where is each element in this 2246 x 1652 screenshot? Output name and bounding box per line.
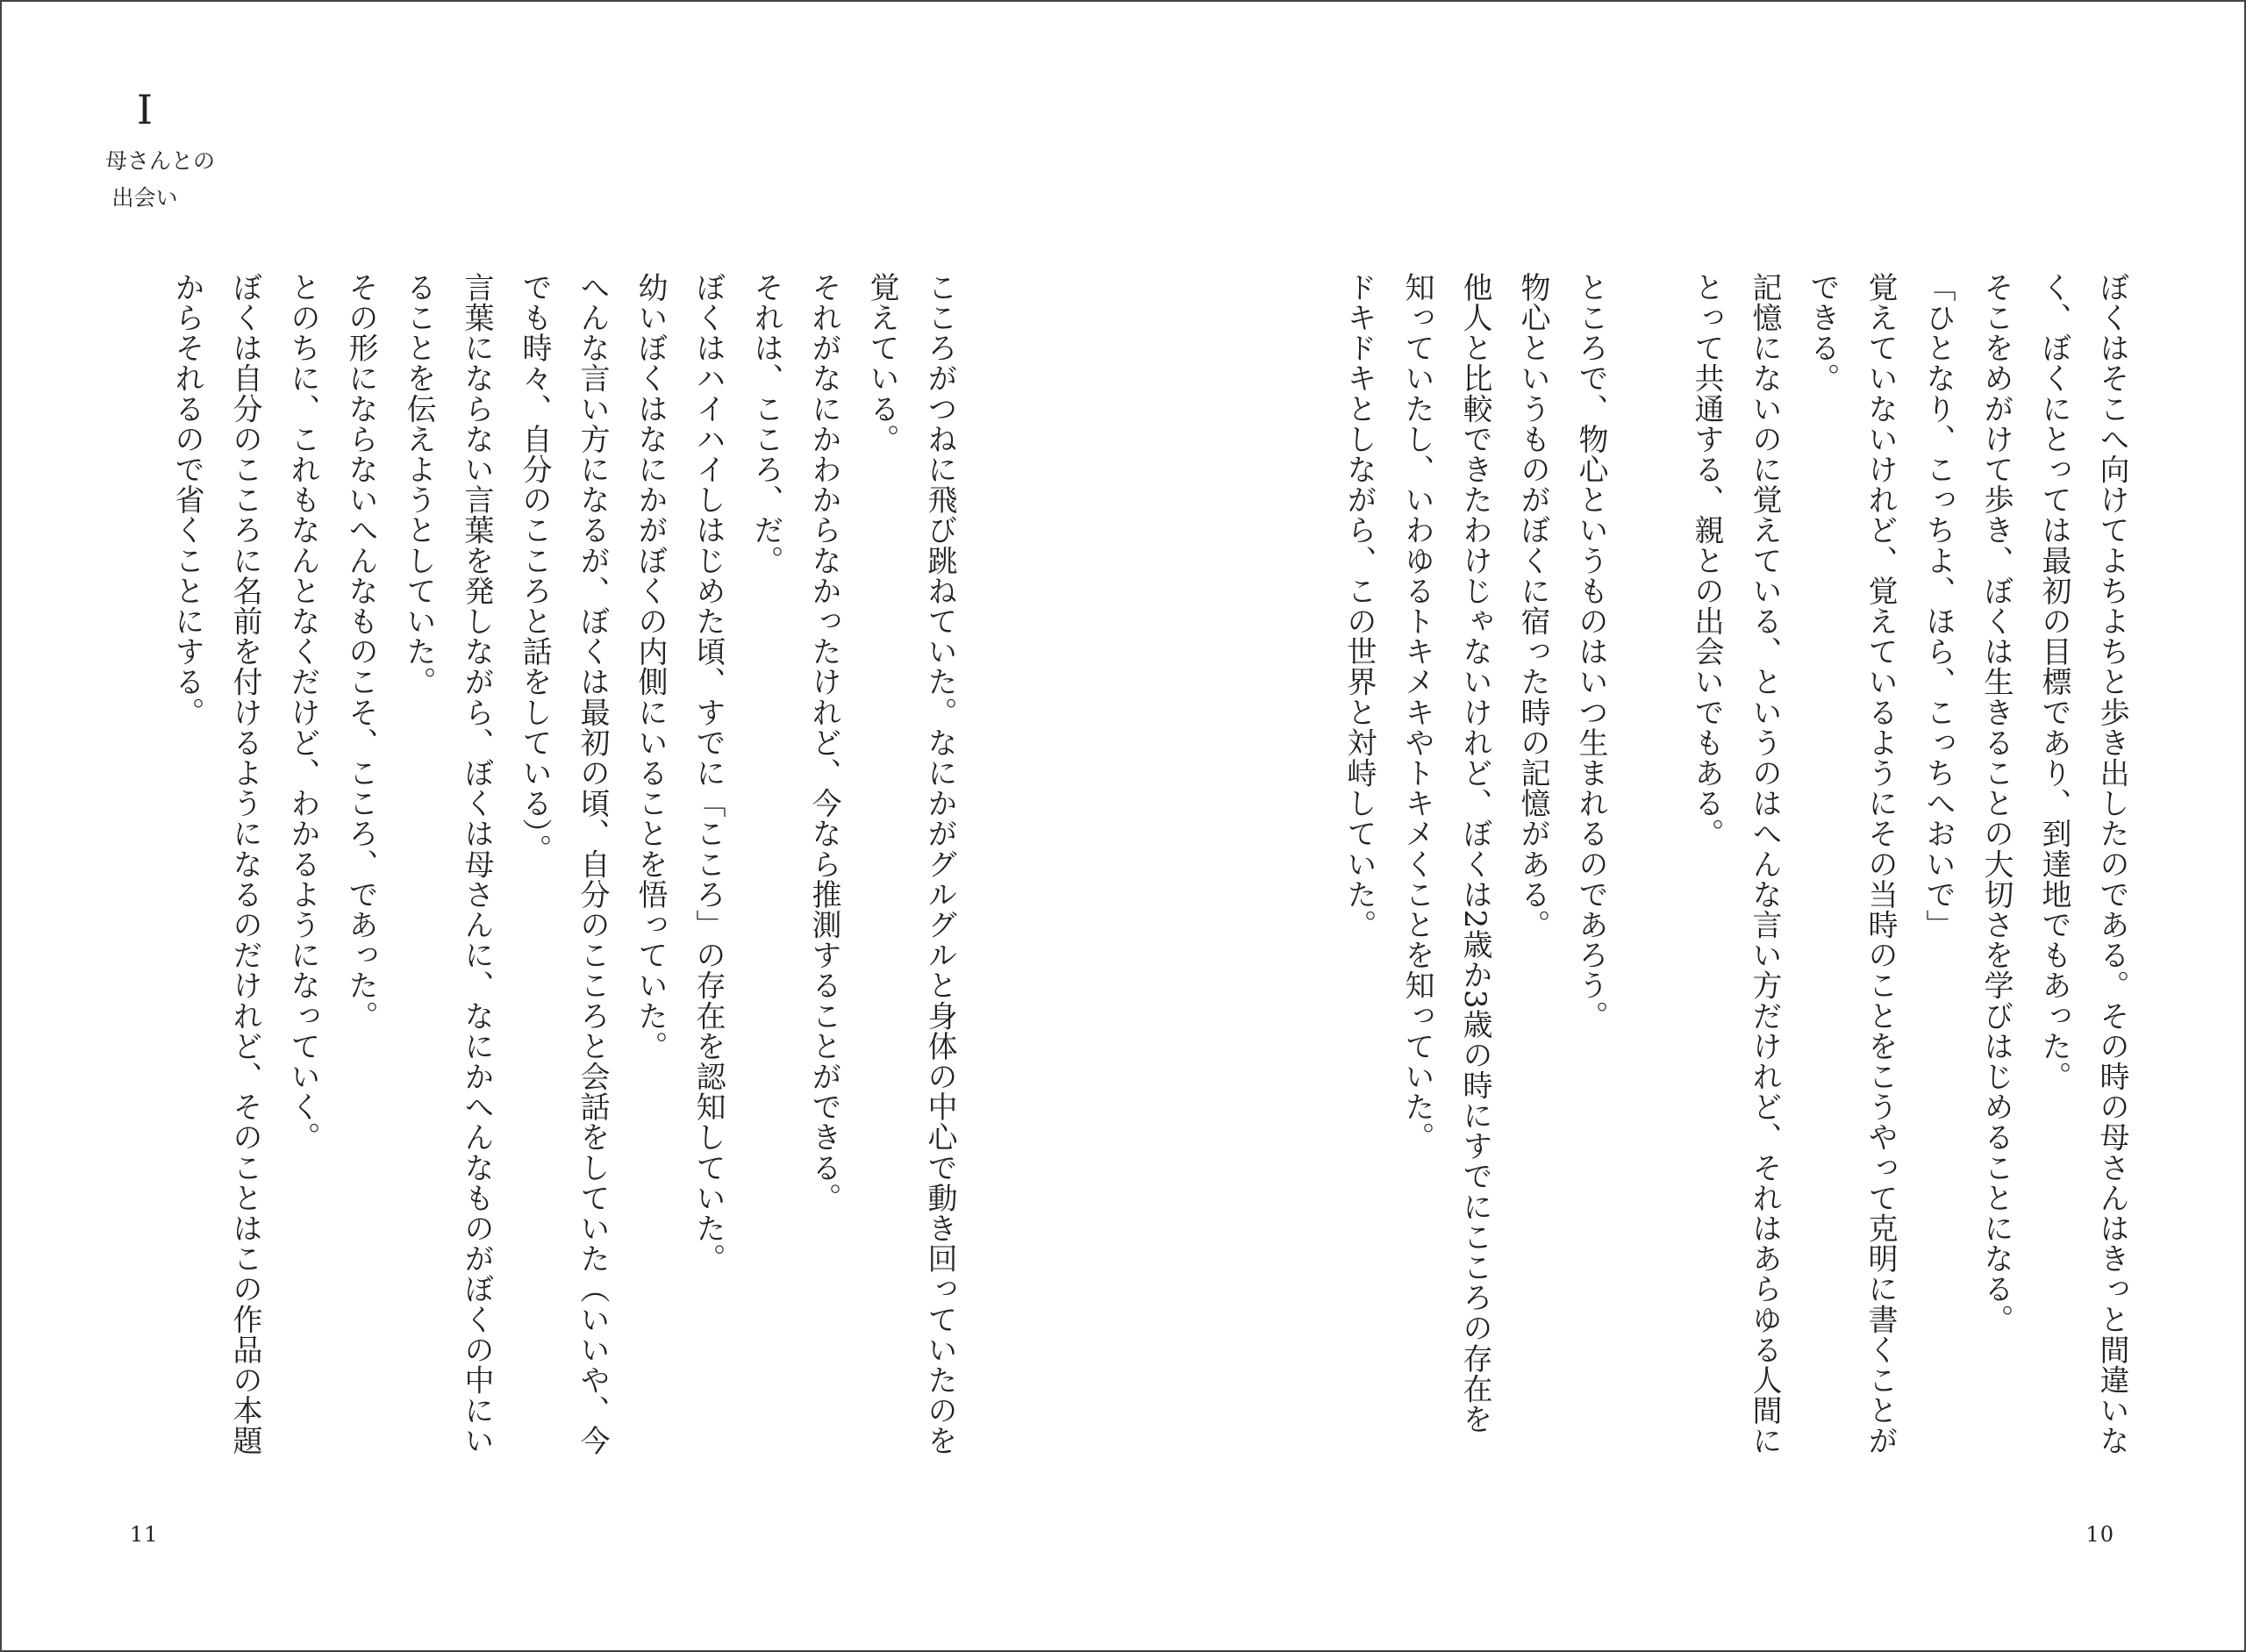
text-line: 幼いぼくはなにかがぼくの内側にいることを悟っていた。 [633,272,668,1062]
text-line: でも時々、自分のこころと話をしている）。 [517,272,552,864]
text-line: できる。 [1805,272,1840,394]
text-line: それがなにかわからなかったけれど、今なら推測することができる。 [806,272,841,1213]
text-line [969,272,1026,1535]
text-line: 覚えている。 [864,272,899,454]
text-line: ぼくはハイハイしはじめた頃、すでに「こころ」の存在を認知していた。 [690,272,726,1274]
text-line: 記憶にないのに覚えている、というのはへんな言い方だけれど、それはあらゆる人間に [1747,272,1782,1456]
text-line: 「ひとなり、こっちよ、ほら、こっちへおいで」 [1921,272,1956,940]
text-line: 覚えていないけれど、覚えているようにその当時のことをこうやって克明に書くことが [1863,272,1898,1456]
chapter-title-line: 母さんとの [105,148,216,174]
page-number-right: 10 [2085,1522,2114,1547]
chapter-title [105,143,216,217]
right-page-text [1330,272,2141,1535]
text-line: 知っていたし、いわゆるトキメキやトキメくことを知っていた。 [1399,272,1434,1153]
text-line: ることを伝えようとしていた。 [401,272,436,697]
text-line: そこをめがけて歩き、ぼくは生きることの大切さを学びはじめることになる。 [1978,272,2014,1334]
text-line: とって共通する、親との出会いでもある。 [1689,272,1724,849]
text-line: からそれるので省くことにする。 [169,272,204,727]
text-line: ドキドキとしながら、この世界と対峙していた。 [1341,272,1377,940]
text-line: それは、こころ、だ。 [748,272,783,576]
chapter-numeral: I [136,86,154,133]
text-line: ぼくは自分のこころに名前を付けるようになるのだけれど、そのことはこの作品の本題 [227,272,262,1456]
left-page-body [158,272,1026,1535]
chapter-title-line: 出会い [111,185,178,211]
chapter-heading [105,83,216,217]
right-page-body [1330,272,2141,1535]
left-page-text [158,272,1026,1535]
text-line: く、ぼくにとっては最初の目標であり、到達地でもあった。 [2036,272,2071,1092]
text-line: 他人と比較できたわけじゃないけれど、ぼくは2歳か3歳の時にすでにこころの存在を [1457,272,1492,1434]
text-line: へんな言い方になるが、ぼくは最初の頃、自分のこころと会話をしていた（いいや、今 [575,272,610,1456]
text-line: ところで、物心というものはいつ生まれるのであろう。 [1573,272,1608,1031]
text-line: ぼくはそこへ向けてよちよちと歩き出したのである。その時の母さんはきっと間違いな [2094,272,2129,1456]
text-line: とのちに、これもなんとなくだけど、わかるようになっていく。 [285,272,320,1153]
text-line: 物心というものがぼくに宿った時の記憶がある。 [1515,272,1550,940]
text-line [1620,272,1677,1535]
text-line: その形にならないへんなものこそ、こころ、であった。 [343,272,378,1031]
text-line: 言葉にならない言葉を発しながら、ぼくは母さんに、なにかへんなものがぼくの中にい [459,272,494,1456]
text-line: こころがつねに飛び跳ねていた。なにかがグルグルと身体の中心で動き回っていたのを [922,272,957,1456]
page-number-left: 11 [130,1522,159,1547]
